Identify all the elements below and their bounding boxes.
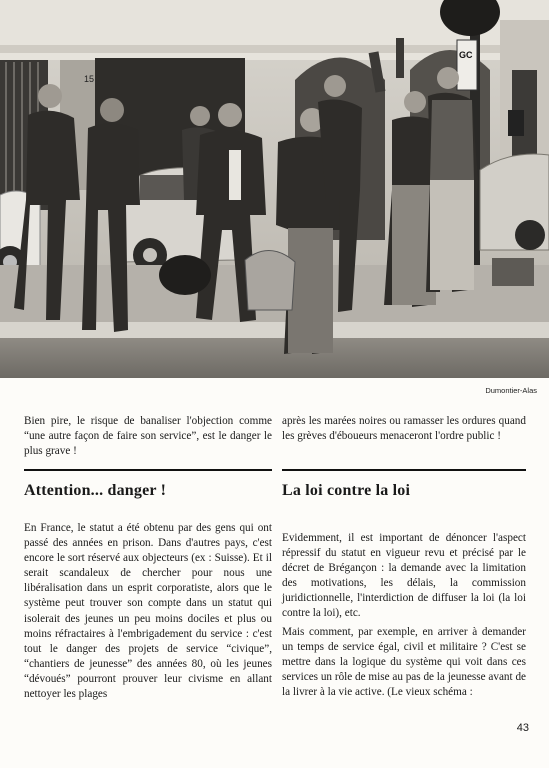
page-number: 43 (516, 722, 529, 734)
shop-number: 15 (84, 74, 95, 84)
left-body-paragraph: En France, le statut a été obtenu par des gens qui ont passé des années en prison. Dans d'autres pays, c'est encore le sort réservé aux objecteurs (ex : Suisse). Et il serait scandaleux de chercher pour nous une libéralisation dans un esprit corporatiste, alors que le système peut trouver son compte dans un statut qui isolerait des jeunes un peu moins dociles et plus ou moins réfractaires à l'embrigadement du service : c'est tout le danger des projets de service “civique”, “chantiers de jeunesse” des années 80, où les jeunes “dévoués” pourront prouver leur civisme en allant nettoyer les plages (24, 522, 272, 701)
heading-attention-danger: Attention... danger ! (24, 482, 167, 499)
photo-credit: Dumontier-Alas (485, 386, 537, 395)
right-body-paragraph-2: Mais comment, par exemple, en arriver à demander un temps de service égal, civil et militaire ? C'est se mettre dans la logique du système qui voit dans ces services un rôle de mise au pas de la jeunesse avant de la livrer à la vie active. (Le vieux schéma : (282, 625, 526, 698)
heading-la-loi-contre-la-loi: La loi contre la loi (282, 482, 411, 499)
street-sign-text: GC (459, 50, 473, 60)
right-body (282, 531, 526, 700)
left-heading-rule (24, 469, 272, 471)
left-intro-paragraph: Bien pire, le risque de banaliser l'objection comme “une autre façon de faire son service”, est le danger le plus grave ! (24, 415, 272, 458)
right-body-paragraph-1: Evidemment, il est important de dénoncer l'aspect répressif du statut en vigueur revu et précisé par le décret de Brégançon : la demande avec la limitation des motivations, les délais, la commission juridictionnelle, l'interdiction de diffuser la loi (la loi contre la loi), etc. (282, 532, 526, 620)
right-heading-rule (282, 469, 526, 471)
right-intro-paragraph: après les marées noires ou ramasser les ordures quand les grèves d'éboueurs menaceront l'ordre public ! (282, 415, 526, 443)
street-photograph (0, 0, 549, 378)
